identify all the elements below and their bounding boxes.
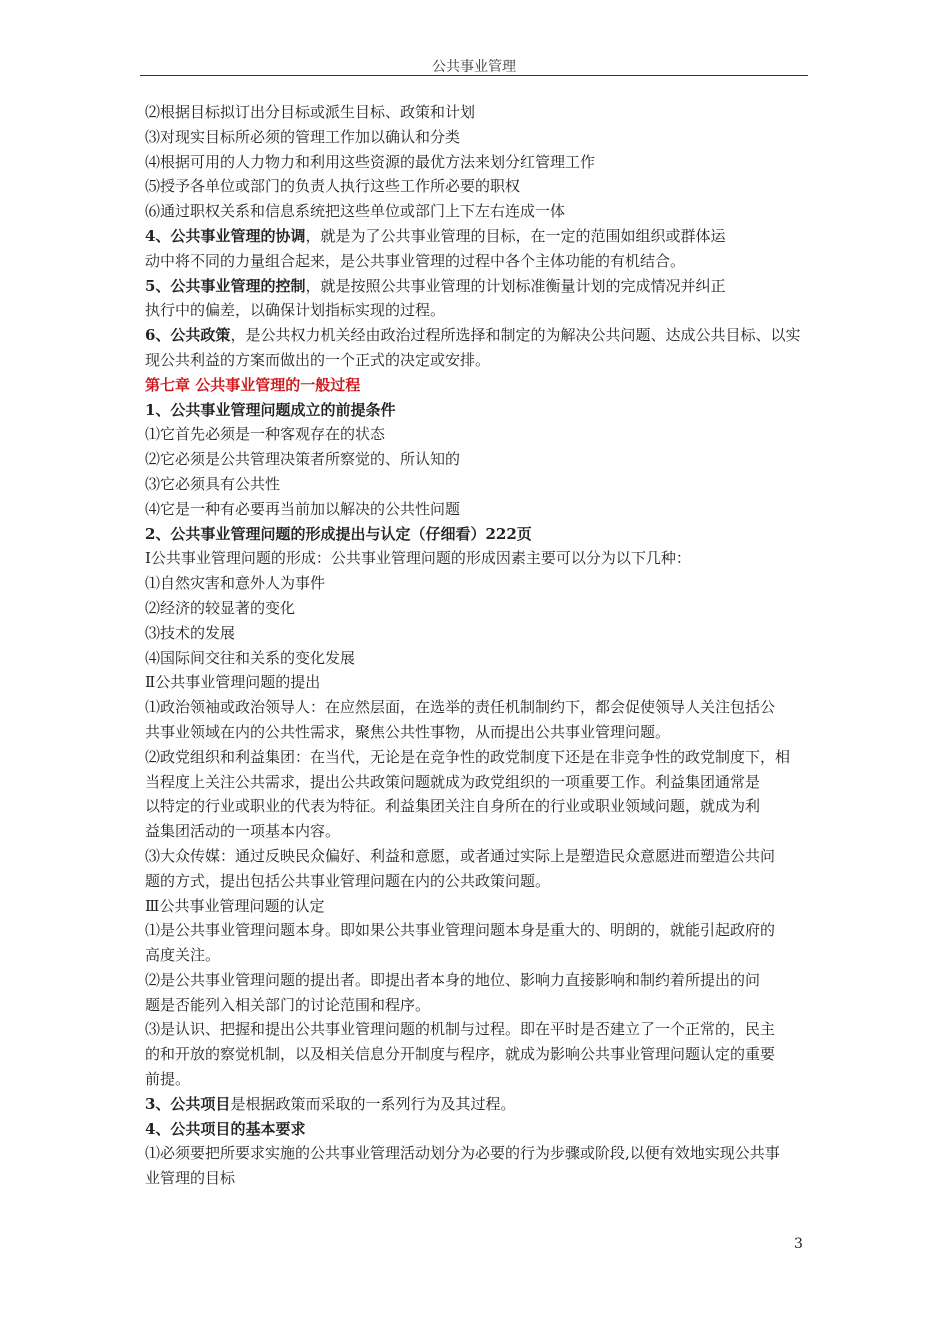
text-line xyxy=(145,348,809,373)
text-line xyxy=(145,720,809,745)
text-run: ⑷国际间交往和关系的变化发展 xyxy=(145,648,356,667)
text-run: 高度关注。 xyxy=(145,946,221,965)
text-run: 共事业领域在内的公共性需求，聚焦公共性事物，从而提出公共事业管理问题。 xyxy=(145,722,671,741)
text-line xyxy=(145,1067,809,1092)
text-line xyxy=(145,819,809,844)
text-run: ⑹通过职权关系和信息系统把这些单位或部门上下左右连成一体 xyxy=(145,202,566,221)
text-line xyxy=(145,596,809,621)
text-line xyxy=(145,422,809,447)
text-line xyxy=(145,150,809,175)
text-run: ⑵根据目标拟订出分目标或派生目标、政策和计划 xyxy=(145,103,476,121)
text-line xyxy=(145,794,809,819)
text-run: ⑶是认识、把握和提出公共事业管理问题的机制与过程。即在平时是否建立了一个正常的，民主 xyxy=(145,1020,776,1039)
term-bold: 3、公共项目 xyxy=(145,1094,231,1113)
text-run: 现公共利益的方案而做出的一个正式的决定或安排。 xyxy=(145,350,491,369)
text-line xyxy=(145,869,809,894)
section-heading xyxy=(145,398,809,423)
text-run: ⑸授予各单位或部门的负责人执行这些工作所必要的职权 xyxy=(145,177,521,196)
page-header: 公共事业管理 xyxy=(432,59,516,75)
text-line xyxy=(145,894,809,919)
text-line xyxy=(145,918,809,943)
text-line xyxy=(145,199,809,224)
text-run: ⑶对现实目标所必须的管理工作加以确认和分类 xyxy=(145,127,461,146)
text-run: ⑴政治领袖或政治领导人：在应然层面，在选举的责任机制制约下，都会促使领导人关注包括公 xyxy=(145,698,776,717)
text-run: 的和开放的察觉机制，以及相关信息分开制度与程序，就成为影响公共事业管理问题认定的重要 xyxy=(145,1045,776,1064)
text-run: 业管理的目标 xyxy=(145,1169,236,1188)
text-run: ，就是按照公共事业管理的计划标准衡量计划的完成情况并纠正 xyxy=(305,276,726,295)
text-line xyxy=(145,571,809,596)
text-line xyxy=(145,472,809,497)
text-run: ⑶技术的发展 xyxy=(145,623,236,642)
term-bold: 4、公共事业管理的协调 xyxy=(145,226,306,245)
text-run: Ⅲ公共事业管理问题的认定 xyxy=(145,896,325,915)
text-line xyxy=(145,323,809,348)
text-line xyxy=(145,125,809,150)
text-run: 前提。 xyxy=(145,1070,191,1089)
header-rule xyxy=(140,75,808,76)
text-run: ⑵政党组织和利益集团：在当代，无论是在竞争性的政党制度下还是在非竞争性的政党制度下，相 xyxy=(145,747,791,766)
text-run: Ⅰ公共事业管理问题的形成：公共事业管理问题的形成因素主要可以分为以下几种： xyxy=(145,549,691,568)
chapter-heading xyxy=(145,373,809,398)
text-line xyxy=(145,497,809,522)
text-line xyxy=(145,621,809,646)
text-line xyxy=(145,1042,809,1067)
text-line xyxy=(145,249,809,274)
text-line xyxy=(145,274,809,299)
text-line xyxy=(145,993,809,1018)
text-run: ⑶大众传媒：通过反映民众偏好、利益和意愿，或者通过实际上是塑造民众意愿进而塑造公共问 xyxy=(145,846,776,865)
text-run: 益集团活动的一项基本内容。 xyxy=(145,822,341,841)
text-run: ⑴自然灾害和意外人为事件 xyxy=(145,574,326,593)
text-run: ⑷它是一种有必要再当前加以解决的公共性问题 xyxy=(145,499,461,518)
text-run: ⑴必须要把所要求实施的公共事业管理活动划分为必要的行为步骤或阶段,以便有效地实现公共事 xyxy=(145,1144,780,1163)
text-run: 题的方式，提出包括公共事业管理问题在内的公共政策问题。 xyxy=(145,871,551,890)
text-line xyxy=(145,770,809,795)
text-run: ⑵是公共事业管理问题的提出者。即提出者本身的地位、影响力直接影响和制约着所提出的问 xyxy=(145,970,761,989)
text-run: 是根据政策而采取的一系列行为及其过程。 xyxy=(230,1094,516,1113)
text-line xyxy=(145,943,809,968)
term-bold: 6、公共政策 xyxy=(145,326,231,345)
text-line xyxy=(145,646,809,671)
text-run: ，就是为了公共事业管理的目标，在一定的范围如组织或群体运 xyxy=(305,226,726,245)
heading-text: 2、公共事业管理问题的形成提出与认定（仔细看）222页 xyxy=(145,524,532,543)
text-line xyxy=(145,174,809,199)
text-line xyxy=(145,844,809,869)
text-run: ⑵经济的较显著的变化 xyxy=(145,598,296,617)
text-run: 题是否能列入相关部门的讨论范围和程序。 xyxy=(145,995,431,1014)
text-line xyxy=(145,224,809,249)
text-line xyxy=(145,968,809,993)
text-line xyxy=(145,1141,809,1166)
text-run: ⑶它必须具有公共性 xyxy=(145,474,281,493)
text-line xyxy=(145,670,809,695)
text-line xyxy=(145,447,809,472)
text-line xyxy=(145,745,809,770)
page-number: 3 xyxy=(794,1236,803,1252)
text-run: ⑴是公共事业管理问题本身。即如果公共事业管理问题本身是重大的、明朗的，就能引起政府的 xyxy=(145,921,776,940)
text-line xyxy=(145,546,809,571)
document-body xyxy=(145,100,809,1191)
text-run: 执行中的偏差，以确保计划指标实现的过程。 xyxy=(145,301,446,320)
text-run: ⑴它首先必须是一种客观存在的状态 xyxy=(145,425,386,444)
text-line xyxy=(145,1166,809,1191)
text-line xyxy=(145,1017,809,1042)
heading-text: 1、公共事业管理问题成立的前提条件 xyxy=(145,400,396,419)
text-run: 动中将不同的力量组合起来，是公共事业管理的过程中各个主体功能的有机结合。 xyxy=(145,251,686,270)
section-heading xyxy=(145,1117,809,1142)
text-line xyxy=(145,298,809,323)
text-run: ⑷根据可用的人力物力和利用这些资源的最优方法来划分红管理工作 xyxy=(145,152,596,171)
text-line xyxy=(145,695,809,720)
heading-text: 4、公共项目的基本要求 xyxy=(145,1119,306,1138)
text-run: 当程度上关注公共需求，提出公共政策问题就成为政党组织的一项重要工作。利益集团通常是 xyxy=(145,772,761,791)
chapter-title: 第七章 公共事业管理的一般过程 xyxy=(145,375,361,394)
term-bold: 5、公共事业管理的控制 xyxy=(145,276,306,295)
text-run: ，是公共权力机关经由政治过程所选择和制定的为解决公共问题、达成公共目标、以实 xyxy=(230,326,801,345)
text-run: ⑵它必须是公共管理决策者所察觉的、所认知的 xyxy=(145,450,461,469)
text-run: Ⅱ公共事业管理问题的提出 xyxy=(145,673,321,692)
text-run: 以特定的行业或职业的代表为特征。利益集团关注自身所在的行业或职业领域问题，就成为利 xyxy=(145,797,761,816)
section-heading xyxy=(145,522,809,547)
text-line xyxy=(145,1092,809,1117)
text-line xyxy=(145,100,809,125)
